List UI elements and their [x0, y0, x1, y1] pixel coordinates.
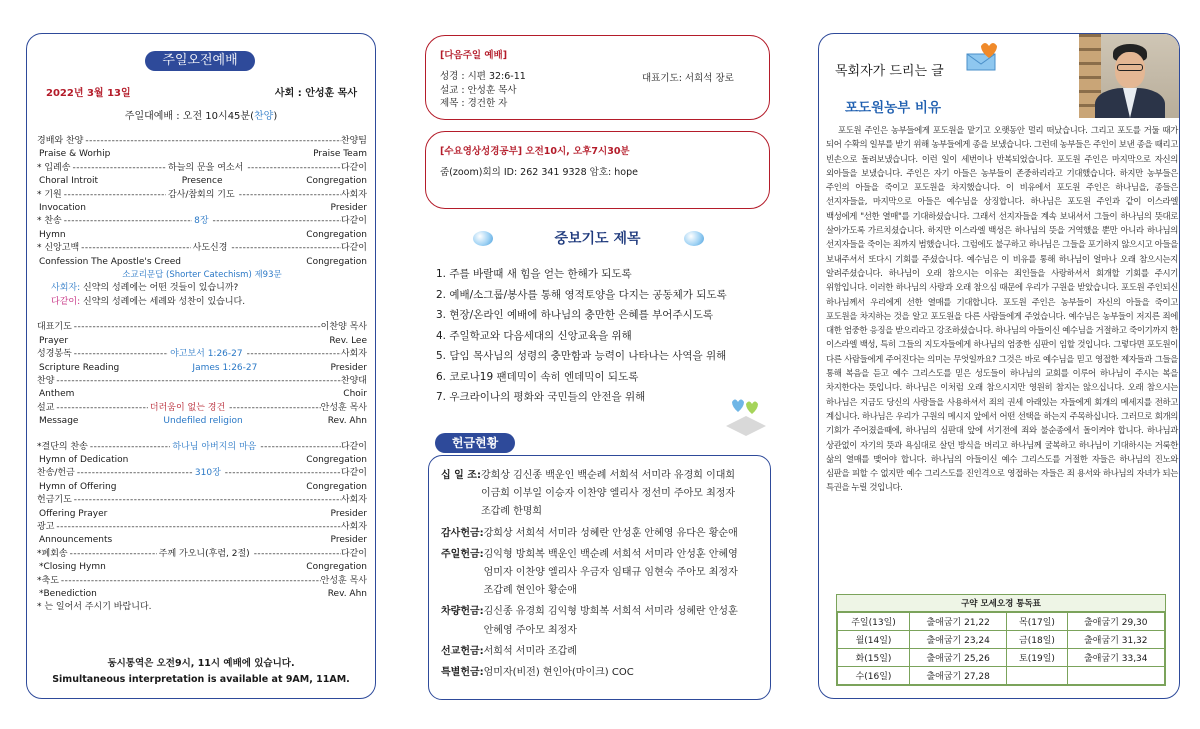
bible-study-heading: [수요영상성경공부] 오전10시, 오후7시30분: [440, 146, 630, 157]
offering-item: 차량헌금: 김신종 유경희 김익형 방희복 서희석 서미라 성혜란 안성훈 안혜영 주아모 최정자: [441, 606, 738, 636]
order-row: * 기원 ----- 감사/참회의 기도 ----- 사회자: [37, 189, 367, 202]
order-row: 광고 ----- 사회자: [37, 521, 367, 534]
order-row: 성경봉독 ----- 야고보서 1:26-27 ----- 사회자: [37, 348, 367, 361]
table-row: 화(15일) 출애굽기 25,26 토(19일) 출애굽기 33,34: [838, 649, 1165, 667]
order-row: *결단의 찬송 ----- 하나님 아버지의 마음 ----- 다같이: [37, 441, 367, 454]
next-week-heading: [다음주일 예배]: [440, 50, 508, 61]
order-row: *폐회송 ----- 주께 가오니(후렴, 2절) ----- 다같이: [37, 548, 367, 561]
reading-title: 구약 모세오경 통독표: [837, 595, 1165, 612]
order-row: 경배와 찬양 ----- 찬양팀: [37, 135, 367, 148]
offering-item: 선교헌금: 서희석 서미라 조갑례: [441, 645, 577, 657]
bubble-icon: [684, 231, 704, 246]
worship-title: 주일오전예배: [145, 51, 255, 71]
order-row-en: Hymn of Offering Congregation: [39, 481, 367, 492]
order-row-en: Message Undefiled religion Rev. Ahn: [39, 416, 367, 427]
order-row-en: Invocation Presider: [39, 203, 367, 214]
order-row-en: *Closing Hymn Congregation: [39, 562, 367, 573]
prayer-item: 1. 주를 바랄때 새 힘을 얻는 한해가 되도록: [436, 268, 632, 280]
order-row-en: Scripture Reading James 1:26-27 Presider: [39, 362, 367, 373]
order-of-service: [37, 135, 367, 615]
hearts-decoration-icon: [722, 392, 770, 440]
order-row-en: Prayer Rev. Lee: [39, 335, 367, 346]
order-row: 설교 ----- 더러움이 없는 경건 ----- 안성훈 목사: [37, 402, 367, 415]
offering-item: 십 일 조: 강희상 김신종 백운인 백순례 서희석 서미라 유경희 이대희 이금희 이부일 이승자 이찬양 엘리사 정선미 주아모 최정자 조갑례 한명희: [441, 470, 736, 518]
offering-title: 헌금현황: [435, 433, 515, 453]
offering-item: 감사헌금: 강희상 서희석 서미라 성혜란 안성훈 안혜영 유다은 황순애: [441, 527, 738, 539]
worship-time: 주일대예배 : 오전 10시45분(찬양): [124, 111, 278, 122]
order-row-en: Praise & Worhip Praise Team: [39, 149, 367, 160]
prayer-item: 7. 우크라이나의 평화와 국민들의 안전을 위해: [436, 391, 646, 403]
bible-reading-table: [836, 594, 1166, 686]
table-row: 월(14일) 출애굽기 23,24 금(18일) 출애굽기 31,32: [838, 631, 1165, 649]
order-row: 헌금기도 ----- 사회자: [37, 494, 367, 507]
table-row: 주일(13일) 출애굽기 21,22 목(17일) 출애굽기 29,30: [838, 613, 1165, 631]
heart-envelope-icon: [965, 42, 1001, 72]
order-row-en: Hymn Congregation: [39, 229, 367, 240]
order-row-en: Anthem Choir: [39, 389, 367, 400]
standing-note: * 는 일어서 주시기 바랍니다.: [37, 602, 152, 613]
offering-box: [428, 455, 771, 700]
next-week-prayer: 대표기도: 서희석 장로: [642, 73, 734, 84]
pastor-photo: [1079, 34, 1179, 118]
offering-list: [441, 467, 762, 685]
order-row: * 찬송 ----- 8장 ----- 다같이: [37, 215, 367, 228]
catechism-question: 사회자: 신약의 성례에는 어떤 것들이 있습니까?: [51, 283, 239, 294]
order-row: 대표기도 ----- 이찬양 목사: [37, 321, 367, 334]
catechism-heading: 소교리문답 (Shorter Catechism) 제93문: [122, 270, 282, 281]
table-row: 수(16일) 출애굽기 27,28: [838, 667, 1165, 685]
order-row: * 입례송 ----- 하늘의 문을 여소서 ----- 다같이: [37, 162, 367, 175]
pastor-letter-panel: [818, 33, 1180, 699]
order-row-en: *Benediction Rev. Ahn: [39, 589, 367, 599]
sermon-text: 포도원 주인은 농부들에게 포도원을 맡기고 오랫동안 멀리 떠났습니다. 그리고 포도를 거둘 때가 되어 수확의 일부를 받기 위해 농부들에게 종을 보냈습니다. 그런데 농부들은 주인이 보낸 종을 때리고 빈손으로 돌려보냈습니다. 이런 일이 세번이나 반복되었습니다. 포도원 주인은 마지막으로 자신의 외아들을 보냈습니다. 주인은 자기 아들은 농부들이 존중하리라고 기대했습니다. 하지만 농부들은 주인의 아들을 죽이고 포도원을 차지했습니다. 이 비유에서 포도원 주인은 하나님을, 종들은 선지자들을, 마지막으로 아들은 예수님을 상징합니다. 하나님은 포도원 주인과 같이 이스라엘 백성에게 "선한 열매"를 기대하셨습니다. 그래서 선지자들을 계속 보내셔서 그들이 하나님의 뜻대로 살아가도록 가르치셨습니다. 하지만 이스라엘 백성은 하나님의 뜻을 거역했을 뿐만 아니라 하나님의 선지자들을 죽이는 죄까지 범했습니다. 그럼에도 불구하고 하나님은 그들을 포기하지 않으시고 아들을 보내주셔서 또다시 기회를 주셨습니다. 예수님은 이 비유를 통해 하나님이 얼마나 오래 참으시는지 알려주셨습니다. 하나님이 오래 참으시는 이유는 죄인들을 사랑하셔서 회개할 기회를 주시기 위함입니다. 이러한 하나님의 사랑과 오래 참으심 때문에 우리가 구원을 받았습니다. 포도원 주인되신 하나님께서 우리에게 선한 열매를 기대합니다. 포도원 주인은 농부들이 자신의 아들을 죽이고 포도원을 차지하는 것을 알고 포도원을 다른 사람들에게 주었습니다. 예수님은 농부들이 저지른 죄에 대한 엄중한 응징을 받으리라고 강조하셨습니다. 하나님의 아들이신 예수님을 거절하고 죽이기까지 한 이스라엘 백성, 특히 그들의 지도자들에게 하나님의 엄중한 심판이 임할 것입니다. 그렇다면 포도원이 다른 사람들에게 주어진다는 의미는 무엇일까요? 그것은 바로 예수님을 믿고 영접한 제자들과 그들을 통해 복음을 듣고 예수 그리스도를 믿은 성도들이 하나님의 교회를 이루어 하나님이 주시는 복을 차지한다는 뜻입니다. 하나님은 이처럼 오래 참으시지만 영원히 참지는 않으십니다. 오래 참으시는 하나님은 지금도 당신의 사랑들을 사용하셔서 죄의 권세 아래있는 자들에게 회개의 메세지를 전하고 계십니다. 하나님은 우리가 구원의 메시지 앞에서 어떤 선택을 하는지 주목하십니다. 그러므로 회개의 기회가 주어졌을때에, 하나님의 심판대 앞에 서기전에 죄와 불순종에서 돌이켜야 합니다. 하나님과 상관없이 자기의 뜻과 욕심대로 살던 방식을 버리고 하나님께 굴복하고 하나님이 기대하시는 거룩한 삶의 열매를 맺어야 합니다. 하나님의 아들이신 예수 그리스도를 거절한 자들은 하나님의 진노와 심판을 피할 수 없지만 예수 그리스도를 진인격으로 영접하는 자들은 죄 용서와 하나님의 자녀가 되는 특권을 누릴 것입니다.: [826, 125, 1178, 493]
order-row: *축도 ----- 안성훈 목사: [37, 575, 367, 588]
order-row-en: Choral Introit Presence Congregation: [39, 176, 367, 187]
letter-heading: 목회자가 드리는 글: [835, 64, 944, 79]
worship-order-panel: [26, 33, 376, 699]
order-row-en: Announcements Presider: [39, 535, 367, 546]
order-row-en: Hymn of Dedication Congregation: [39, 454, 367, 465]
next-week-box: [425, 35, 770, 120]
offering-item: 특별헌금: 엄미자(비전) 현인아(마이크) COC: [441, 667, 634, 679]
worship-date: 2022년 3월 13일: [46, 88, 131, 99]
order-row: 찬송/헌금 ----- 310장 ----- 다같이: [37, 467, 367, 480]
catechism-answer: 다같이: 신약의 성례에는 세례와 성찬이 있습니다.: [51, 296, 246, 307]
interpretation-footer: 동시통역은 오전9시, 11시 예배에 있습니다. Simultaneous interpretation is available at 9AM, 11AM.: [52, 658, 350, 685]
presider: 사회 : 안성훈 목사: [274, 88, 357, 99]
prayer-item: 4. 주일학교와 다음세대의 신앙교육을 위해: [436, 329, 632, 342]
prayer-item: 2. 예배/소그룹/봉사를 통해 영적토양을 다지는 공동체가 되도록: [436, 288, 727, 301]
prayer-item: 3. 현장/온라인 예배에 하나님의 충만한 은혜를 부어주시도록: [436, 309, 714, 321]
order-row: * 신앙고백 ----- 사도신경 ----- 다같이: [37, 242, 367, 255]
prayer-item: 6. 코로나19 팬데믹이 속히 엔데믹이 되도록: [436, 370, 639, 383]
order-row-en: Confession The Apostle's Creed Congregation: [39, 256, 367, 267]
next-week-details: 성경 : 시편 32:6-11 설교 : 안성훈 목사 제목 : 경건한 자: [440, 71, 526, 109]
bible-study-box: [425, 131, 770, 209]
order-row-en: Offering Prayer Presider: [39, 508, 367, 519]
prayer-list: [436, 264, 776, 408]
sermon-title: 포도원농부 비유: [845, 100, 941, 116]
prayer-item: 5. 담임 목사님의 성령의 충만함과 능력이 나타나는 사역을 위해: [436, 350, 727, 362]
order-row: 찬양 ----- 찬양대: [37, 375, 367, 388]
offering-item: 주일헌금: 김익형 방희복 백운인 백순례 서희석 서미라 안성훈 안혜영 엄미자 이찬양 엘리사 우금자 임태규 임현숙 주아모 최정자 조갑례 현인아 황순애: [441, 548, 738, 597]
prayer-title: 중보기도 제목: [554, 231, 641, 247]
zoom-info: 줌(zoom)회의 ID: 262 341 9328 암호: hope: [440, 167, 638, 178]
